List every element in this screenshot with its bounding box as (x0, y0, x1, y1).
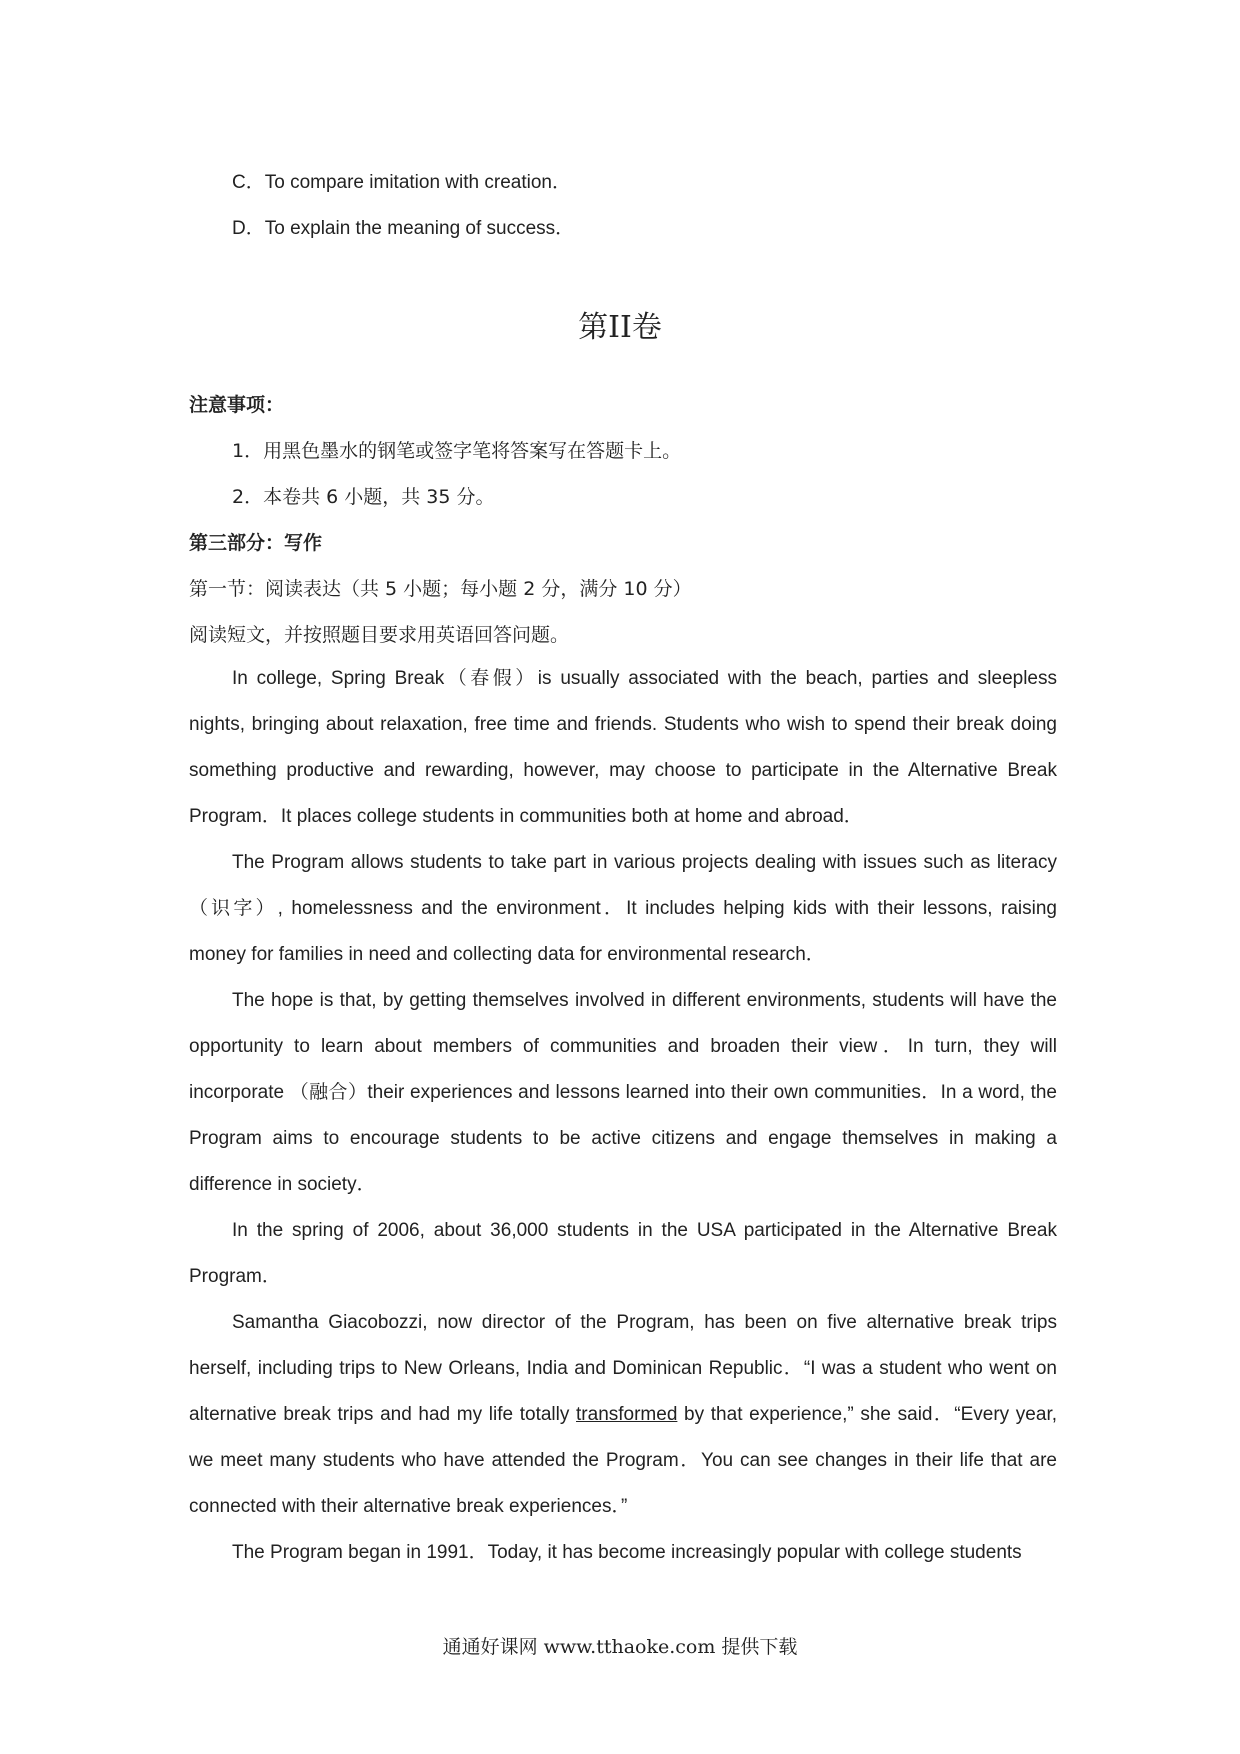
passage-paragraph-5 (189, 1300, 1057, 1530)
passage-paragraph-4: In the spring of 2006, about 36,000 students in the USA participated in the Alternative Break Program． (189, 1220, 1057, 1287)
option-d: D．To explain the meaning of success． (232, 218, 575, 239)
passage-paragraph-3: The hope is that, by getting themselves involved in different environments, students will have the opportunity to learn about members of communities and broaden their view．In turn, they will incorporate （融合）their experiences and lessons learned into their own communities．In a word, the Program aims to encourage students to be active citizens and engage themselves in making a difference in society． (189, 990, 1057, 1195)
footer-watermark: 通通好课网 www.tthaoke.com 提供下载 (442, 1636, 798, 1658)
passage-paragraph-1: In college, Spring Break（春假）is usually associated with the beach, parties and sleepless nights, bringing about relaxation, free time and friends. Students who wish to spend their break doing something productive and rewarding, however, may choose to participate in the Alternative Break Program．It places college students in communities both at home and abroad． (189, 668, 1057, 827)
passage-paragraph-6: The Program began in 1991．Today, it has become increasingly popular with college students (232, 1542, 1022, 1563)
paragraph-5-text-b: by that experience,” she said．“Every year, we meet many students who have attended the Program．You can see changes in their life that are connected with their alternative break experiences．” (189, 1404, 1057, 1517)
passage-paragraph-2: The Program allows students to take part in various projects dealing with issues such as literacy （识字）, homelessness and the environment．It includes helping kids with their lessons, raising money for families in need and collecting data for environmental research． (189, 852, 1057, 965)
part-instruction: 阅读短文，并按照题目要求用英语回答问题。 (189, 624, 570, 646)
section-title: 第II卷 (578, 310, 662, 345)
option-c: C．To compare imitation with creation． (232, 172, 571, 193)
paragraph-5-text-a: Samantha Giacobozzi, now director of the Program, has been on five alternative break trips herself, including trips to New Orleans, India and Dominican Republic．“I was a student who went on alternative break trips and had my life totally (189, 1312, 1057, 1425)
notice-item-1: 1．用黑色墨水的钢笔或签字笔将答案写在答题卡上。 (232, 440, 682, 462)
notice-heading: 注意事项： (189, 394, 285, 416)
part-subheading: 第一节：阅读表达（共 5 小题；每小题 2 分，满分 10 分） (189, 578, 692, 600)
underlined-word: transformed (576, 1404, 678, 1425)
notice-item-2: 2．本卷共 6 小题，共 35 分。 (232, 486, 495, 508)
part-heading: 第三部分：写作 (189, 532, 323, 554)
